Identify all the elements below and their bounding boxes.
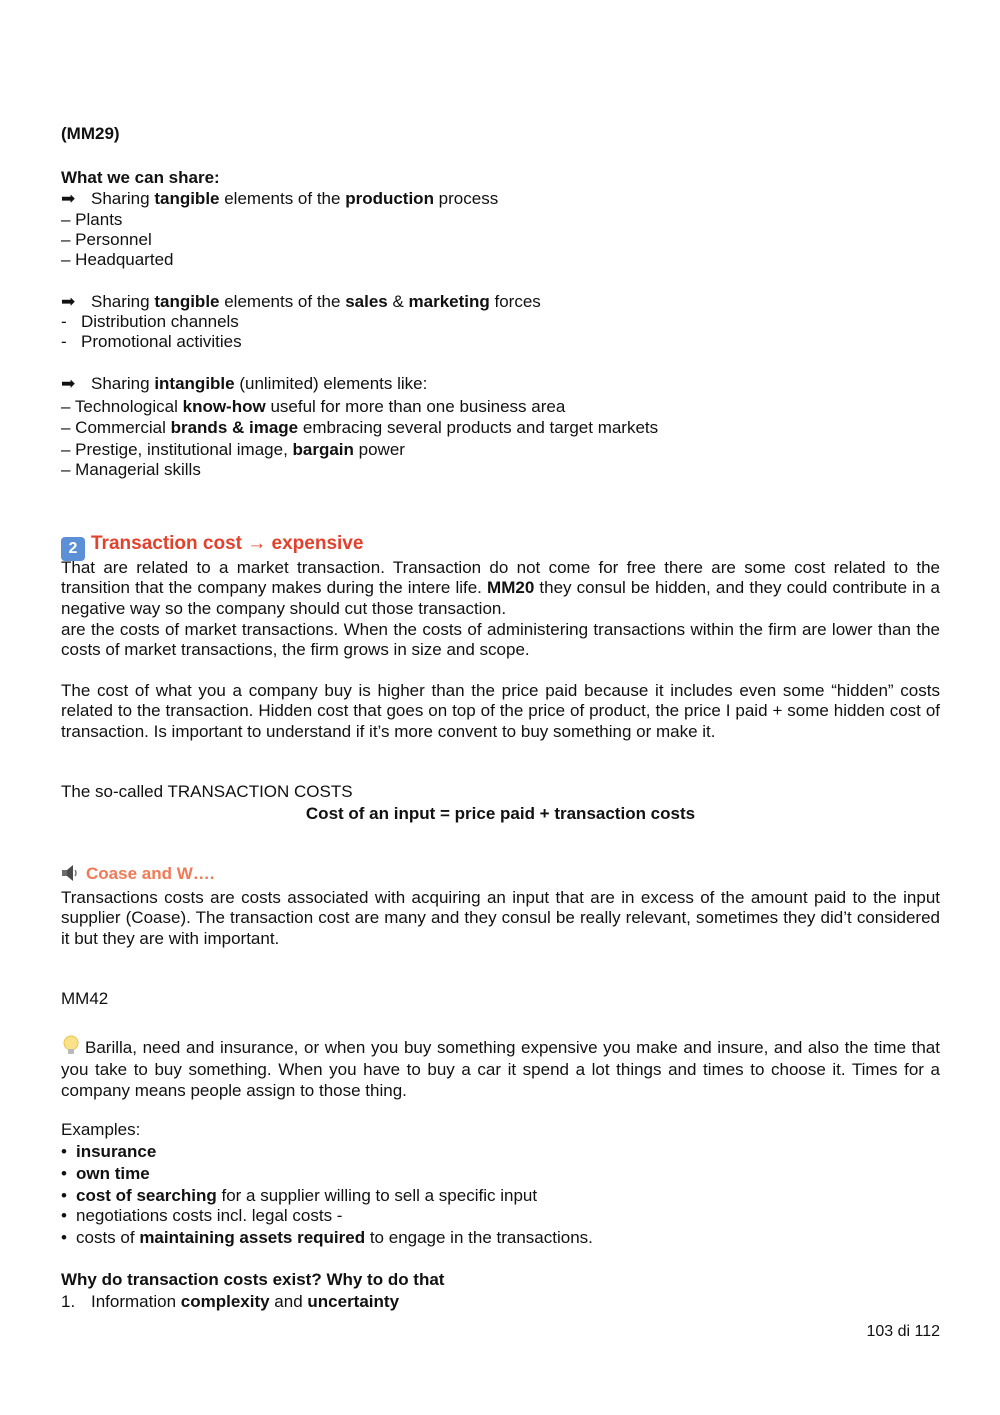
transaction-formula: Cost of an input = price paid + transaction costs bbox=[305, 804, 696, 823]
list-item: – Prestige, institutional image, bargain power bbox=[61, 440, 405, 459]
barilla-paragraph: Barilla, need and insurance, or when you buy something expensive you make and insure, and also the time that you take to buy something. When you have to buy a car it spend a lot things and times to choose it. Times for a company means people assign to those thing. bbox=[61, 1035, 940, 1102]
transaction-heading: 2 Transaction cost → expensive bbox=[61, 532, 363, 561]
keycap-two-icon: 2 bbox=[61, 537, 85, 561]
list-item: – Commercial brands & image embracing several products and target markets bbox=[61, 418, 659, 437]
list-item: – Managerial skills bbox=[61, 460, 201, 479]
list-item: – Headquarted bbox=[61, 250, 174, 269]
list-item: – Personnel bbox=[61, 230, 152, 249]
list-item: • costs of maintaining assets required to engage in the transactions. bbox=[61, 1228, 593, 1247]
lightbulb-icon bbox=[61, 1035, 81, 1057]
share-block1-heading: ➡ Sharing tangible elements of the production process bbox=[61, 189, 499, 208]
share-block3-heading: ➡ Sharing intangible (unlimited) elements like: bbox=[61, 374, 428, 393]
coase-heading: Coase and W…. bbox=[61, 864, 214, 884]
page-number: 103 di 112 bbox=[866, 1323, 940, 1340]
transaction-paragraph-2: are the costs of market transactions. When the costs of administering transactions within the firm are lower than the costs of market transactions, the firm grows in size and scope. bbox=[61, 620, 940, 660]
list-item: • own time bbox=[61, 1164, 150, 1183]
share-block2-heading: ➡ Sharing tangible elements of the sales & marketing forces bbox=[61, 292, 541, 311]
list-item: - Distribution channels bbox=[61, 312, 239, 331]
share-title: What we can share: bbox=[61, 168, 220, 187]
ref-mm42: MM42 bbox=[61, 989, 109, 1008]
right-arrow-icon: ➡ bbox=[61, 374, 76, 393]
transaction-paragraph-3: The cost of what you a company buy is higher than the price paid because it includes even some “hidden” costs related to the transaction. Hidden cost that goes on top of the price of product, the price I paid + some hidden cost of transaction. Is important to understand if it’s more convent to buy something or make it. bbox=[61, 681, 940, 741]
list-item: • cost of searching for a supplier willing to sell a specific input bbox=[61, 1186, 538, 1205]
ref-mm29: (MM29) bbox=[61, 124, 120, 143]
why-item-1: 1. Information complexity and uncertainty bbox=[61, 1292, 400, 1311]
list-item: - Promotional activities bbox=[61, 332, 242, 351]
right-arrow-icon: ➡ bbox=[61, 292, 76, 311]
transaction-socalled: The so-called TRANSACTION COSTS bbox=[61, 782, 353, 801]
list-item: – Plants bbox=[61, 210, 123, 229]
examples-title: Examples: bbox=[61, 1120, 141, 1139]
speaker-icon bbox=[61, 864, 83, 882]
transaction-paragraph-1: That are related to a market transaction. Transaction do not come for free there are some cost related to the transition that the company makes during the intere life. MM20 they consul be hidden, and they could contribute in a negative way so the company should cut those transaction. bbox=[61, 558, 940, 618]
list-item: – Technological know-how useful for more than one business area bbox=[61, 397, 566, 416]
why-title: Why do transaction costs exist? Why to do that bbox=[61, 1270, 445, 1289]
right-arrow-icon: ➡ bbox=[61, 189, 76, 208]
list-item: • negotiations costs incl. legal costs - bbox=[61, 1206, 343, 1225]
coase-paragraph: Transactions costs are costs associated with acquiring an input that are in excess of the amount paid to the input supplier (Coase). The transaction cost are many and they consul be really relevant, sometimes they did’t considered it but they are with important. bbox=[61, 888, 940, 948]
list-item: • insurance bbox=[61, 1142, 157, 1161]
